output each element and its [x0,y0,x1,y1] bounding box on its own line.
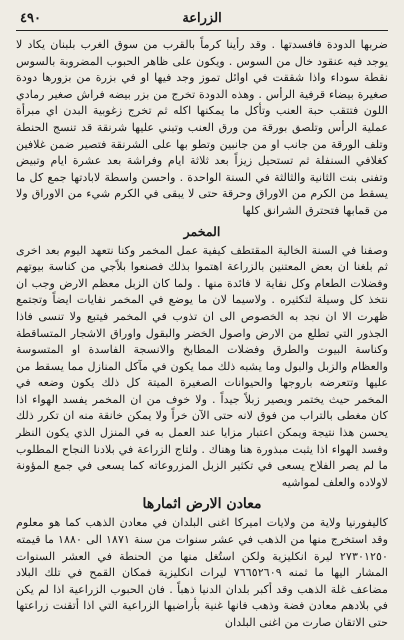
running-title: الزراعة [182,11,222,26]
section-paragraph-fermenter: وصفنا في السنة الخالية المقتطف كيفية عمل المخمر وكنا نتعهد اليوم بعد اخرى ثم بلغنا ان بعض المعتنين بالزراعة اهتموا بذلك فصنعوا بلاًجي من كناسة بيوتهم وفضلات الطعام وكل نفاية لا فائدة منها . ولما كان الزبل معظم الارض وجب ان نتخذ كل وسيلة لتكثيره . ولاسيما لان ما يوضع في المخمر نفايات ايضاً وتجتمع ظهرت الا ان نجد به الخصوص الى ان تذوب في المخمر فيتبع ولا تنسى فاذا الجذور التي تطلع من الارض واصول الخضر والبقول واوراق الاشجار المتساقطة وكناسة البيوت والطرق وفضلات المطابخ والانسجة الفاسدة او المتسوسة والعظام والزبل والبول وما يشبه ذلك مما يكون في مآكل المنازل مما يسقط من عليها وتتعرضه باروجها والحيوانات الصغيرة الميتة كل ذلك يكون وضعه في المخمر حيث يختمر ويصير زبلاً جيداً . ولا خوف من ان المخمر يفسد الهواء اذا كان مغطى بالتراب من فوق لانه حتى الآن خراً ولا يمكن خانقة منه ان تكرر ذلك يحسن هذا نتيجة ويمكن اعتبار مزايا عند العمل به في المنزل الذي يكون النظر وفسد الهواء اذا يثبت مبذورة هنا وهناك . ولتاج الزراعة في بلادنا النجاح المطلوب ما لم يصر الفلاح يسعى في تكثير الزبل المزروعاته كما يسعى في جمع المؤونة لاولاده والعلف لمواشيه [16,243,388,489]
section-heading-fermenter: المخمر [183,223,221,239]
section-heading-minerals: معادن الارض اثمارها [142,496,262,513]
body-paragraph: ضربها الدودة فافسدتها . وقد رأينا كرماً بالقرب من سوق الغرب بلبنان يكاد لا يوجد فيه عنقود خال من السوس . ويكون على ظاهر الحبوب المضروبة بالسوس نقطة سوداء واذا شققت في اوائل تموز وجد فيها او في بزرة من بزورها دودة صغيرة بيضاء قرفية الرأس . وهذه الدودة تخرج من بزر بيضه فراش صغير رمادي اللون فتتقب حبة العنب وتأكل ما يمكنها اكله ثم تخرج زغوبية البدن اي مبرأة عملية الرأس وتلصق بورقة من ورق العنب وتبني عليها شرنقة قد تنسج الحنطة وتلف الورقة من جانب او من جانبين وتطو بها على الشرنقة فتصير ضمن غلافين كغلافي السنفلة ثم تستحيل زيزاً بعد ثلاثة ايام وفراشة بعد عشرة ايام وتبيض وتفنى بنت الثانية والثالثة في السنة الواحدة . واحسن واسطة لابادتها جمع كل ما يسقط من الكرم من الاوراق وحرقة حتى لا يبقى في الكرم شيء من الاوراق ولا من قمابها فتحترق الشرانق كلها [16,38,388,217]
page-header [16,10,388,31]
section-paragraph-minerals: كاليفورنيا ولاية من ولايات اميركا اغنى البلدان في معادن الذهب كما هو معلوم وقد استخرج منها من الذهب في عشر سنوات من سنة ١٨٧١ الى ١٨٨٠ ما قيمته ٢٧٣٠١٢٥٠ ليرة انكليزية ولكن استُغل منها من الحنطة في العشر السنوات المشار اليها ما ثمنه ٧٦٦٥٢٦٠٩ ليرات انكليزية فمكان القمح في تلك البلاد مضاعف غلة الذهب وقد أكبر بلدان الدنيا ذهباً . فان الحبوب الزراعية اذا لم يكن في بلادهم معادن فضة وذهب فانها غنية بأراضيها الزراعية التي اذا أتقنت زراعتها حتى الاتقان صارت من اغنى البلدان [16,516,388,629]
page-number: ٤٩٠ [20,11,41,26]
